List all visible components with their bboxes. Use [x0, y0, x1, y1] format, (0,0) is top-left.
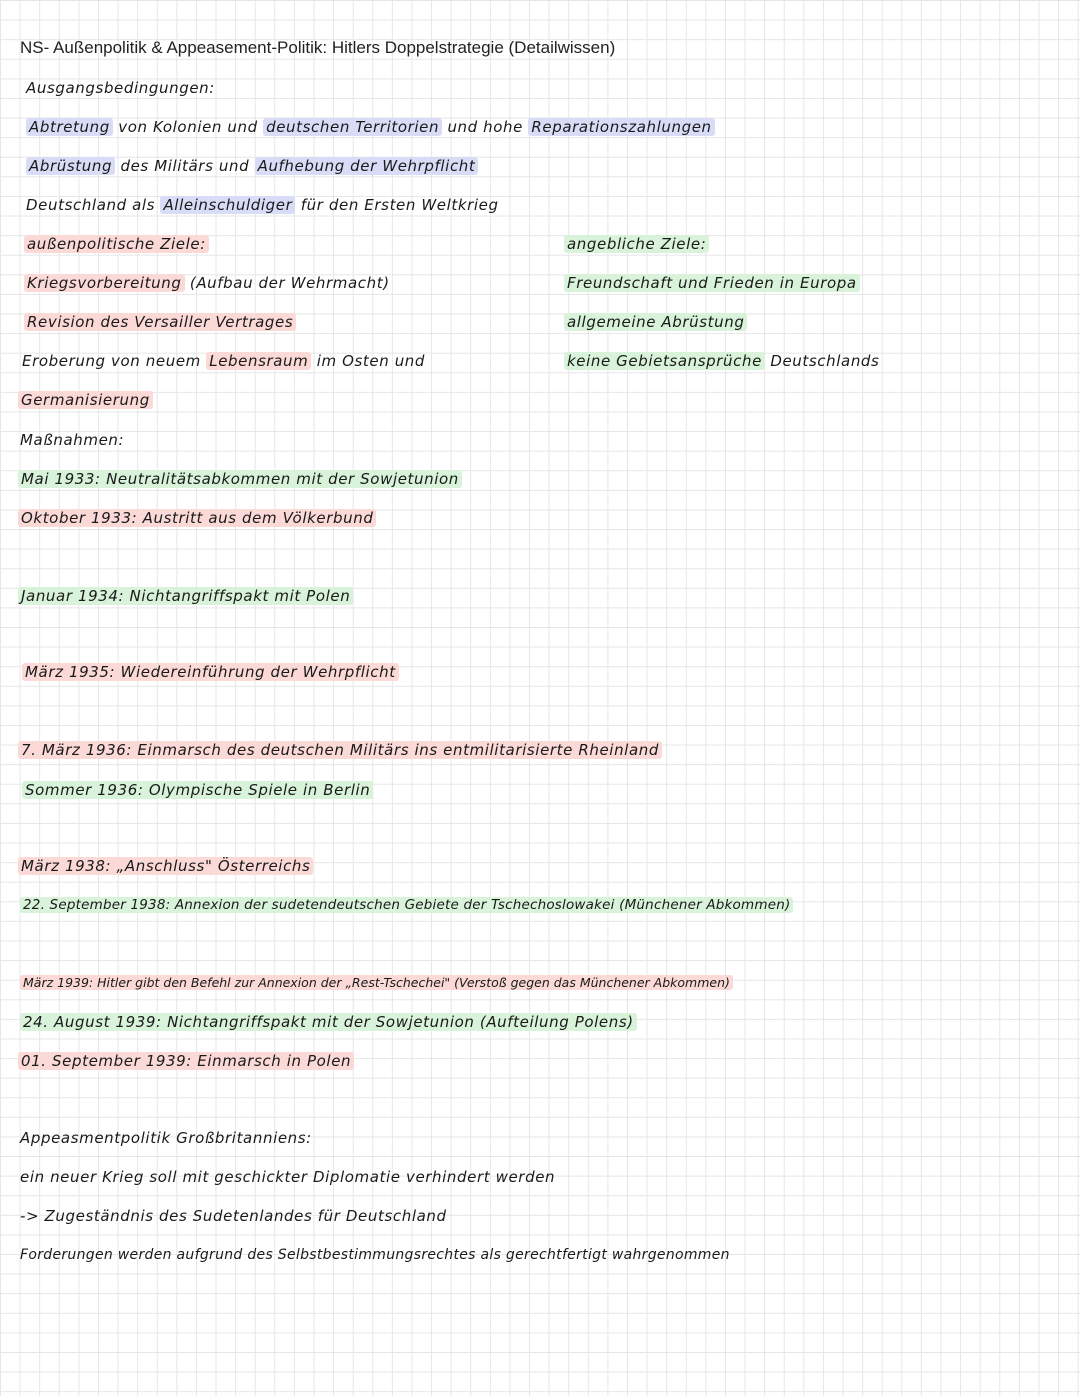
highlight-kriegsvorbereitung: Kriegsvorbereitung [24, 274, 185, 292]
highlight-keine-gebietsansprueche: keine Gebietsansprüche [564, 352, 765, 370]
angebliches-ziel-2 [564, 312, 747, 332]
appeasement-line-1: ein neuer Krieg soll mit geschickter Diplomatie verhindert werden [20, 1168, 556, 1186]
highlight-massnahme-1: Mai 1933: Neutralitätsabkommen mit der Sowjetunion [18, 470, 462, 488]
highlight-aufhebung-wehrpflicht: Aufhebung der Wehrpflicht [255, 157, 479, 175]
ausgangsbedingungen-heading: Ausgangsbedingungen: [26, 79, 215, 97]
text-segment: von Kolonien und [112, 118, 264, 136]
massnahme-11 [18, 1051, 354, 1071]
massnahme-6 [22, 780, 373, 800]
ausgangsbedingungen-line-1 [26, 117, 715, 137]
ausgangsbedingungen-line-3 [26, 195, 499, 215]
text-segment: Eroberung von neuem [22, 352, 207, 370]
highlight-massnahme-2: Oktober 1933: Austritt aus dem Völkerbund [18, 509, 376, 527]
aussenpolitisches-ziel-1 [24, 273, 390, 293]
highlight-massnahme-3: Januar 1934: Nichtangriffspakt mit Polen [18, 587, 353, 605]
highlight-germanisierung: Germanisierung [18, 391, 153, 409]
ausgangsbedingungen-line-2 [26, 156, 478, 176]
massnahme-3 [18, 586, 353, 606]
highlight-massnahme-8: 22. September 1938: Annexion der sudetendeutschen Gebiete der Tschechoslowakei (Münchener Abkommen) [20, 897, 793, 913]
massnahme-9 [20, 973, 733, 993]
aussenpolitisches-ziel-2 [24, 312, 296, 332]
highlight-massnahme-7: März 1938: „Anschluss" Österreichs [18, 857, 313, 875]
aussenpolitisches-ziel-4 [18, 390, 153, 410]
highlight-reparationszahlungen: Reparationszahlungen [528, 118, 714, 136]
highlight-freundschaft-frieden: Freundschaft und Frieden in Europa [564, 274, 860, 292]
highlight-massnahme-11: 01. September 1939: Einmarsch in Polen [18, 1052, 354, 1070]
massnahme-1 [18, 469, 462, 489]
appeasement-line-3: Forderungen werden aufgrund des Selbstbestimmungsrechtes als gerechtfertigt wahrgenommen [20, 1247, 730, 1263]
massnahme-8 [20, 895, 793, 915]
massnahme-4 [22, 662, 399, 682]
text-segment: (Aufbau der Wehrmacht) [184, 274, 390, 292]
highlight-allgemeine-abruestung: allgemeine Abrüstung [564, 313, 747, 331]
highlight-massnahme-4: März 1935: Wiedereinführung der Wehrpflicht [22, 663, 399, 681]
aussenpolitisches-ziel-3 [22, 351, 425, 371]
highlight-alleinschuldiger: Alleinschuldiger [160, 196, 295, 214]
document-title: NS- Außenpolitik & Appeasement-Politik: Hitlers Doppelstrategie (Detailwissen) [20, 38, 616, 57]
massnahme-5 [18, 740, 662, 760]
massnahmen-heading: Maßnahmen: [20, 431, 125, 449]
aussenpolitische-ziele-heading [24, 234, 209, 254]
highlight-massnahme-6: Sommer 1936: Olympische Spiele in Berlin [22, 781, 373, 799]
appeasement-heading: Appeasmentpolitik Großbritanniens: [20, 1129, 312, 1147]
highlight-deutsche-territorien: deutschen Territorien [263, 118, 442, 136]
text-segment: Deutschland als [26, 196, 161, 214]
highlight-angebliche-ziele: angebliche Ziele: [564, 235, 709, 253]
angebliches-ziel-3 [564, 351, 879, 371]
highlight-aussenpolitische-ziele: außenpolitische Ziele: [24, 235, 209, 253]
massnahme-7 [18, 856, 313, 876]
text-segment: im Osten und [311, 352, 426, 370]
angebliche-ziele-heading [564, 234, 709, 254]
highlight-massnahme-9: März 1939: Hitler gibt den Befehl zur Annexion der „Rest-Tschechei" (Verstoß gegen das Münchener Abkommen) [20, 975, 733, 990]
text-segment: Deutschlands [764, 352, 880, 370]
massnahme-10 [20, 1012, 637, 1032]
massnahme-2 [18, 508, 376, 528]
highlight-abtretung: Abtretung [26, 118, 113, 136]
text-segment: und hohe [442, 118, 529, 136]
highlight-lebensraum: Lebensraum [206, 352, 311, 370]
highlight-revision-versailler-vertrag: Revision des Versailler Vertrages [24, 313, 296, 331]
text-segment: des Militärs und [115, 157, 255, 175]
angebliches-ziel-1 [564, 273, 860, 293]
text-segment: für den Ersten Weltkrieg [295, 196, 499, 214]
highlight-massnahme-10: 24. August 1939: Nichtangriffspakt mit der Sowjetunion (Aufteilung Polens) [20, 1013, 637, 1031]
highlight-abruestung: Abrüstung [26, 157, 115, 175]
highlight-massnahme-5: 7. März 1936: Einmarsch des deutschen Militärs ins entmilitarisierte Rheinland [18, 741, 662, 759]
appeasement-line-2: -> Zugeständnis des Sudetenlandes für Deutschland [20, 1207, 447, 1225]
